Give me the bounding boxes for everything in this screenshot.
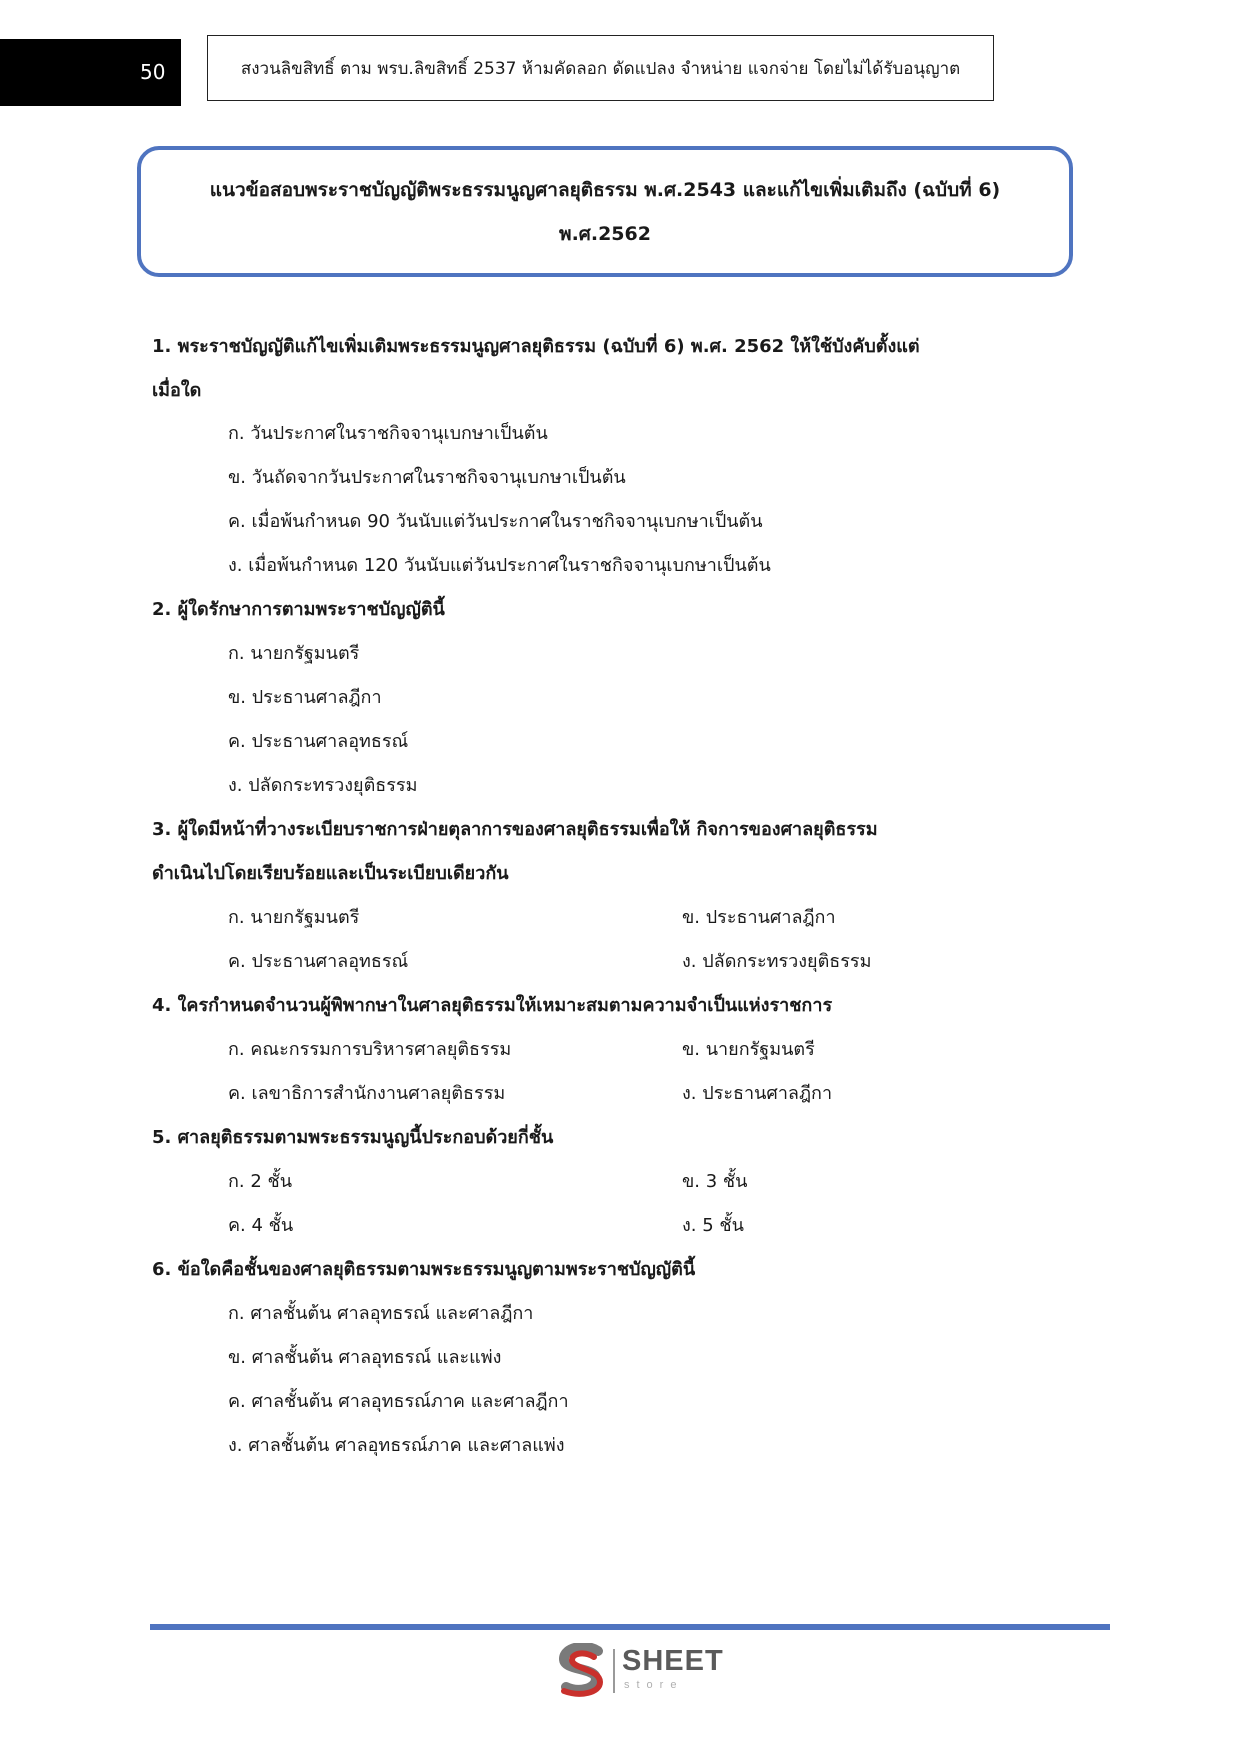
sheet-store-s-logo-icon — [556, 1643, 608, 1699]
question-5-option-c: ค. 4 ชั้น — [228, 1215, 294, 1236]
page-number-block — [0, 39, 181, 106]
question-5-line-1: 5. ศาลยุติธรรมตามพระธรรมนูญนี้ประกอบด้วยกี่ชั้น — [152, 1127, 554, 1148]
question-6-line-1: 6. ข้อใดคือชั้นของศาลยุติธรรมตามพระธรรมนูญตามพระราชบัญญัตินี้ — [152, 1259, 696, 1280]
copyright-notice: สงวนลิขสิทธิ์ ตาม พรบ.ลิขสิทธิ์ 2537 ห้ามคัดลอก ดัดแปลง จำหน่าย แจกจ่าย โดยไม่ได้รับอนุญาต — [240, 58, 961, 79]
question-1-option-c: ค. เมื่อพ้นกำหนด 90 วันนับแต่วันประกาศในราชกิจจานุเบกษาเป็นต้น — [228, 511, 763, 532]
question-1-option-d: ง. เมื่อพ้นกำหนด 120 วันนับแต่วันประกาศในราชกิจจานุเบกษาเป็นต้น — [228, 555, 771, 576]
title-line-2: พ.ศ.2562 — [559, 222, 651, 245]
question-3-line-1: 3. ผู้ใดมีหน้าที่วางระเบียบราชการฝ่ายตุลาการของศาลยุติธรรมเพื่อให้ กิจการของศาลยุติธรรม — [152, 819, 878, 840]
title-box — [137, 146, 1073, 277]
title-line-1: แนวข้อสอบพระราชบัญญัติพระธรรมนูญศาลยุติธรรม พ.ศ.2543 และแก้ไขเพิ่มเติมถึง (ฉบับที่ 6) — [209, 178, 1001, 201]
question-4-option-d: ง. ประธานศาลฎีกา — [682, 1083, 833, 1104]
question-2-line-1: 2. ผู้ใดรักษาการตามพระราชบัญญัตินี้ — [152, 599, 445, 620]
question-2-option-c: ค. ประธานศาลอุทธรณ์ — [228, 731, 409, 752]
logo-word: SHEET — [622, 1645, 724, 1677]
question-3-option-d: ง. ปลัดกระทรวงยุติธรรม — [682, 951, 872, 972]
question-5-option-a: ก. 2 ชั้น — [228, 1171, 293, 1192]
logo-divider — [613, 1649, 615, 1693]
question-1-line-1: 1. พระราชบัญญัติแก้ไขเพิ่มเติมพระธรรมนูญศาลยุติธรรม (ฉบับที่ 6) พ.ศ. 2562 ให้ใช้บังคับตั้งแต่ — [152, 336, 920, 357]
question-2-option-d: ง. ปลัดกระทรวงยุติธรรม — [228, 775, 418, 796]
question-1-line-2: เมื่อใด — [152, 380, 202, 401]
page-number: 50 — [140, 60, 166, 84]
copyright-notice-box — [207, 35, 994, 101]
question-5-option-b: ข. 3 ชั้น — [682, 1171, 748, 1192]
question-4-option-c: ค. เลขาธิการสำนักงานศาลยุติธรรม — [228, 1083, 506, 1104]
question-6-option-a: ก. ศาลชั้นต้น ศาลอุทธรณ์ และศาลฎีกา — [228, 1303, 534, 1324]
question-4-line-1: 4. ใครกำหนดจำนวนผู้พิพากษาในศาลยุติธรรมให้เหมาะสมตามความจำเป็นแห่งราชการ — [152, 995, 833, 1016]
question-6-option-c: ค. ศาลชั้นต้น ศาลอุทธรณ์ภาค และศาลฎีกา — [228, 1391, 569, 1412]
question-3-option-b: ข. ประธานศาลฎีกา — [682, 907, 836, 928]
question-3-line-2: ดำเนินไปโดยเรียบร้อยและเป็นระเบียบเดียวกัน — [152, 863, 509, 884]
question-6-option-d: ง. ศาลชั้นต้น ศาลอุทธรณ์ภาค และศาลแพ่ง — [228, 1435, 565, 1456]
question-2-option-b: ข. ประธานศาลฎีกา — [228, 687, 382, 708]
question-4-option-b: ข. นายกรัฐมนตรี — [682, 1039, 815, 1060]
question-5-option-d: ง. 5 ชั้น — [682, 1215, 744, 1236]
question-4-option-a: ก. คณะกรรมการบริหารศาลยุติธรรม — [228, 1039, 512, 1060]
sheet-store-logo — [556, 1643, 736, 1699]
question-3-option-a: ก. นายกรัฐมนตรี — [228, 907, 360, 928]
logo-subword: store — [624, 1679, 684, 1691]
question-6-option-b: ข. ศาลชั้นต้น ศาลอุทธรณ์ และแพ่ง — [228, 1347, 502, 1368]
question-1-option-a: ก. วันประกาศในราชกิจจานุเบกษาเป็นต้น — [228, 423, 548, 444]
question-2-option-a: ก. นายกรัฐมนตรี — [228, 643, 360, 664]
question-1-option-b: ข. วันถัดจากวันประกาศในราชกิจจานุเบกษาเป็นต้น — [228, 467, 626, 488]
footer-rule — [150, 1624, 1110, 1630]
question-3-option-c: ค. ประธานศาลอุทธรณ์ — [228, 951, 409, 972]
